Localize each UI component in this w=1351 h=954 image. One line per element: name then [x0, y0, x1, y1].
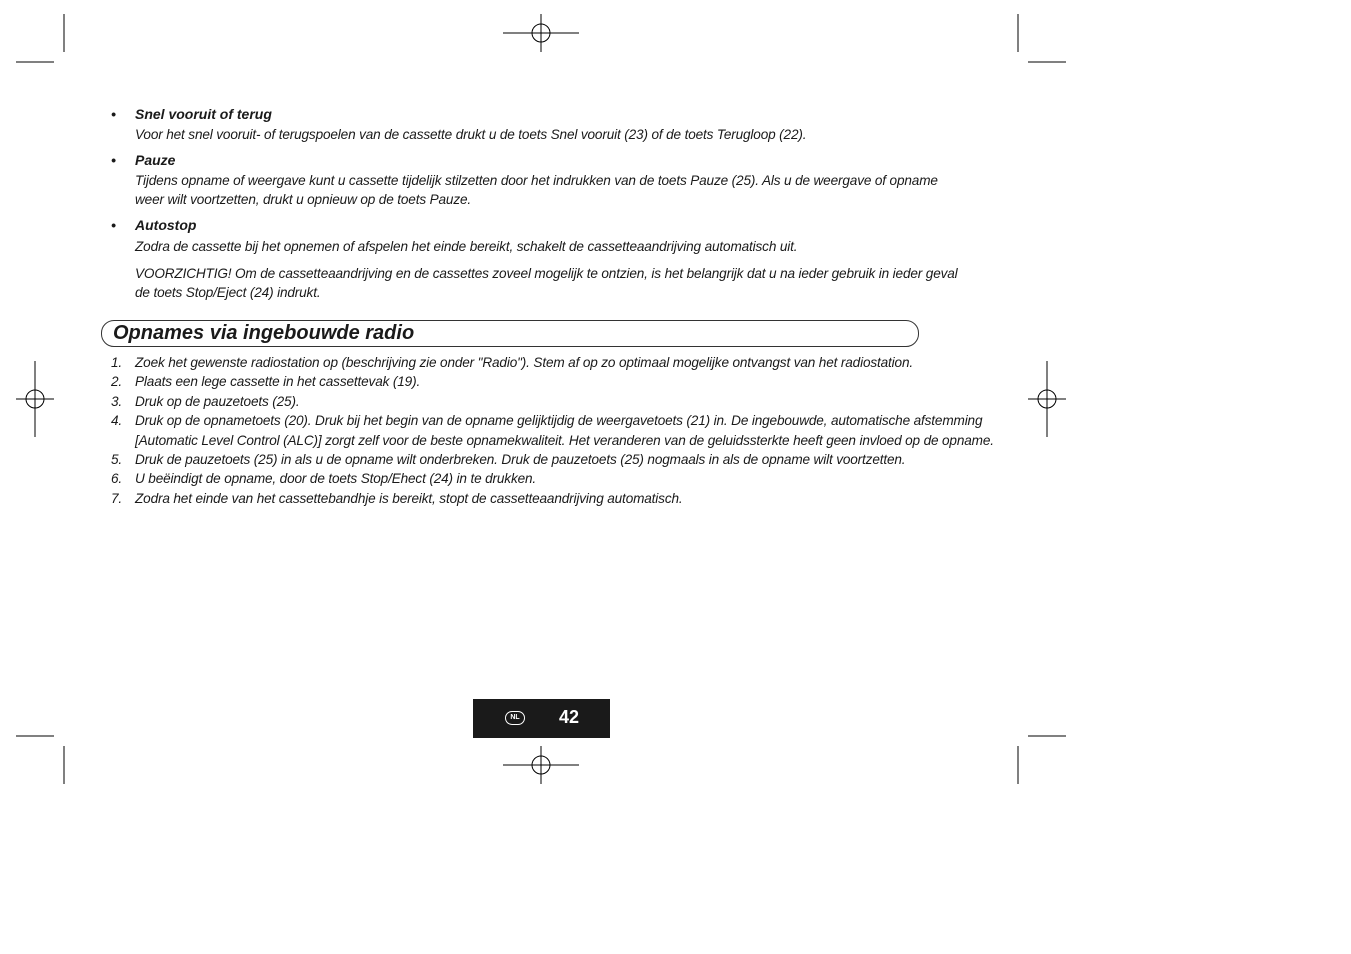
- list-item: [111, 353, 994, 372]
- bullet-heading-autostop: [111, 217, 196, 233]
- section-heading-box: [101, 320, 919, 347]
- step-number: 5.: [111, 452, 123, 468]
- list-item: [111, 469, 994, 488]
- step-line: Druk op de opnametoets (20). Druk bij het begin van de opname gelijktijdig de weergavetoets (21) in. De ingebouwde, automatische afstemming: [135, 413, 983, 429]
- bullet-icon: •: [111, 217, 116, 233]
- bullet-title: Autostop: [135, 217, 197, 233]
- step-text: [135, 392, 299, 411]
- body-line: weer wilt voortzetten, drukt u opnieuw op de toets Pauze.: [135, 192, 472, 207]
- language-badge: NL: [505, 711, 525, 725]
- bullet-body-fast-wind: [135, 125, 806, 144]
- bullet-heading-pause: [111, 152, 175, 168]
- step-number: 6.: [111, 471, 123, 487]
- bullet-title: Pauze: [135, 152, 176, 168]
- body-line: Zodra de cassette bij het opnemen of afspelen het einde bereikt, schakelt de cassetteaandrijving automatisch uit.: [135, 239, 798, 254]
- bullet-body-autostop: [135, 237, 797, 256]
- registration-mark-right: [1028, 361, 1066, 437]
- step-text: [135, 353, 913, 372]
- list-item: [111, 411, 994, 450]
- list-item: [111, 450, 994, 469]
- step-text: [135, 489, 683, 508]
- warning-line: VOORZICHTIG! Om de cassetteaandrijving en de cassettes zoveel mogelijk te ontzien, is het belangrijk dat u na ieder gebruik in ieder geval: [135, 266, 958, 281]
- step-line: [Automatic Level Control (ALC)] zorgt zelf voor de beste opnamekwaliteit. Het veranderen van de geluidssterkte heeft geen invloed op de opname.: [135, 432, 994, 448]
- list-item: [111, 489, 994, 508]
- section-title: Opnames via ingebouwde radio: [113, 322, 415, 344]
- step-text: [135, 450, 905, 469]
- step-text: [135, 469, 536, 488]
- warning-line: de toets Stop/Eject (24) indrukt.: [135, 285, 321, 300]
- registration-mark-left: [16, 361, 54, 437]
- bullet-icon: •: [111, 152, 116, 168]
- page-number: 42: [559, 707, 580, 727]
- step-line: U beëindigt de opname, door de toets Stop/Ehect (24) in te drukken.: [135, 471, 537, 487]
- step-number: 1.: [111, 355, 123, 370]
- list-item: [111, 372, 994, 391]
- body-line: Voor het snel vooruit- of terugspoelen van de cassette drukt u de toets Snel vooruit (23) of de toets Terugloop (22).: [135, 127, 807, 142]
- registration-mark-top: [503, 14, 579, 52]
- bullet-icon: •: [111, 106, 116, 122]
- step-number: 2.: [111, 374, 123, 390]
- registration-mark-bottom: [503, 746, 579, 784]
- steps-list: [111, 353, 994, 508]
- body-line: Tijdens opname of weergave kunt u cassette tijdelijk stilzetten door het indrukken van de toets Pauze (25). Als u de weergave of opname: [135, 173, 938, 188]
- step-number: 3.: [111, 393, 123, 409]
- page-footer: [473, 699, 610, 738]
- step-line: Plaats een lege cassette in het cassettevak (19).: [135, 374, 421, 390]
- step-line: Druk op de pauzetoets (25).: [135, 393, 300, 409]
- step-text: [135, 372, 420, 391]
- step-number: 4.: [111, 413, 123, 429]
- warning-paragraph: [135, 264, 958, 302]
- step-line: Zoek het gewenste radiostation op (beschrijving zie onder "Radio"). Stem af op zo optimaal mogelijke ontvangst van het radiostation.: [135, 355, 913, 370]
- bullet-heading-fast-wind: [111, 106, 272, 122]
- step-line: Zodra het einde van het cassettebandhje is bereikt, stopt de cassetteaandrijving automatisch.: [135, 490, 683, 506]
- step-text: [135, 411, 994, 450]
- step-number: 7.: [111, 490, 123, 506]
- bullet-title: Snel vooruit of terug: [135, 106, 272, 122]
- step-line: Druk de pauzetoets (25) in als u de opname wilt onderbreken. Druk de pauzetoets (25) nogmaals in als de opname wilt voortzetten.: [135, 452, 906, 468]
- list-item: [111, 392, 994, 411]
- bullet-body-pause: [135, 171, 938, 209]
